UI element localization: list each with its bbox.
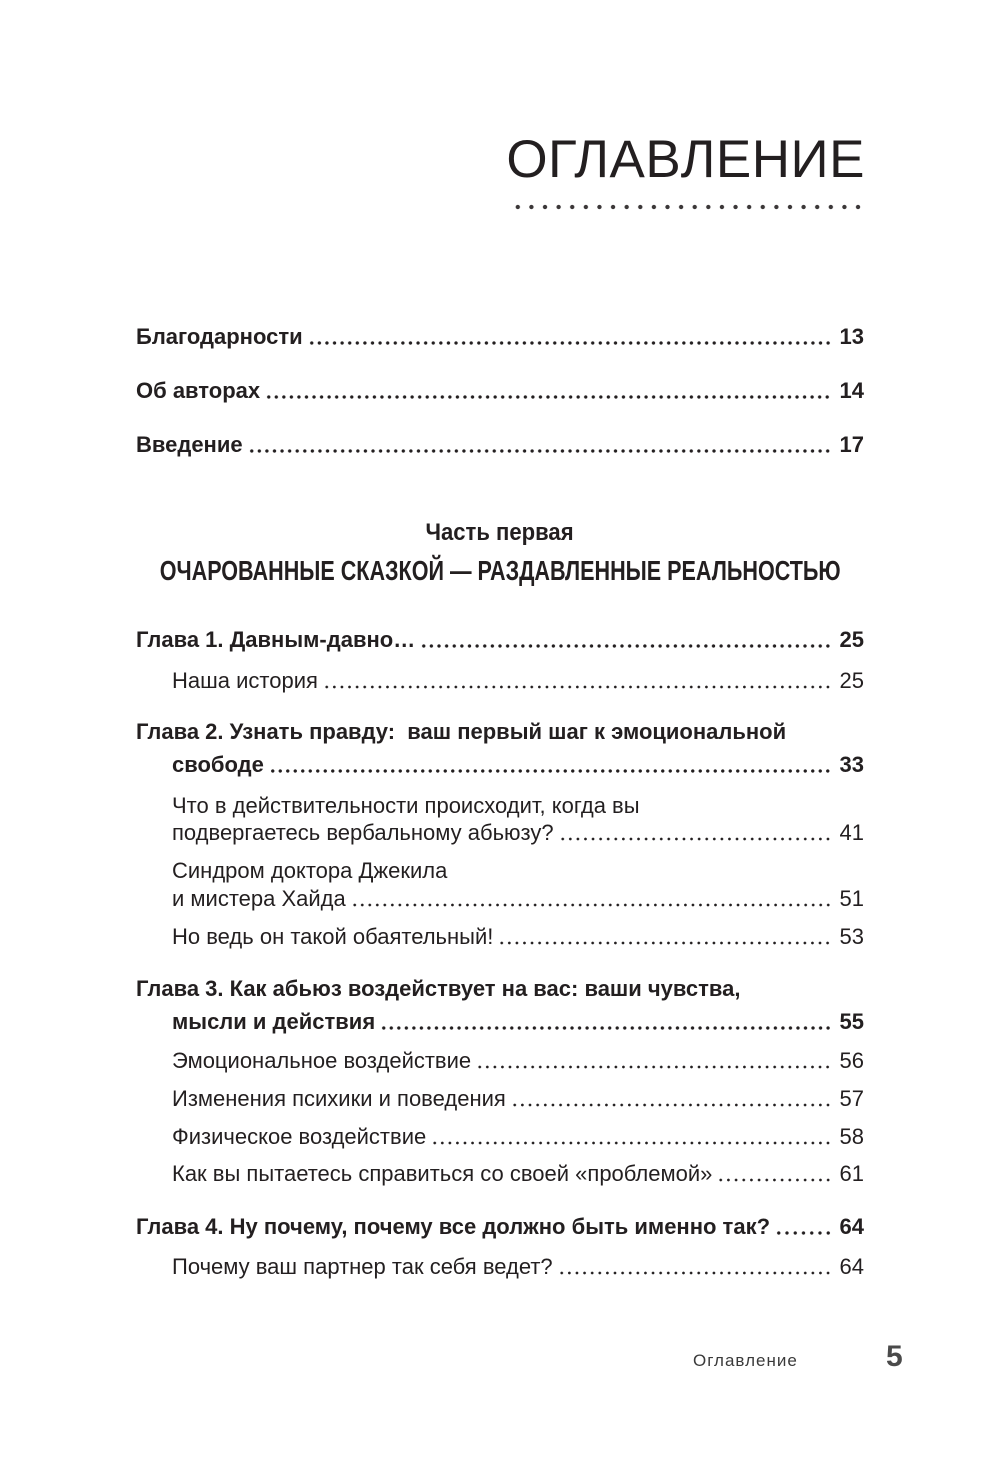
page-number: 25 bbox=[839, 668, 864, 693]
part-label-text: Часть первая bbox=[425, 519, 575, 546]
entry-label: Почему ваш партнер так себя ведет? bbox=[172, 1254, 553, 1279]
chapter-2-section-1-line-1 bbox=[172, 792, 864, 820]
chapter-4-heading bbox=[136, 1213, 864, 1241]
page-number: 56 bbox=[839, 1048, 864, 1073]
chapter-2-section-2-line-1 bbox=[172, 857, 864, 885]
page-number: 33 bbox=[839, 752, 864, 777]
entry-label: Эмоциональное воздействие bbox=[172, 1048, 472, 1073]
page-number: 14 bbox=[839, 378, 864, 403]
entry-label: Введение bbox=[136, 432, 243, 457]
page-number: 64 bbox=[839, 1254, 864, 1279]
chapter-2-section-1-line-2 bbox=[172, 819, 864, 847]
page-title: ОГЛАВЛЕНИЕ bbox=[506, 130, 865, 189]
dot-leader bbox=[431, 1141, 831, 1145]
chapter-2-section-3 bbox=[172, 923, 864, 951]
page-number: 41 bbox=[839, 820, 864, 845]
entry-label: Глава 3. Как абьюз воздействует на вас: ваши чувства, bbox=[136, 976, 741, 1001]
entry-label: и мистера Хайда bbox=[172, 886, 346, 911]
entry-label: Глава 2. Узнать правду: ваш первый шаг к эмоциональной bbox=[136, 719, 787, 744]
entry-label: Глава 1. Давным-давно… bbox=[136, 627, 416, 652]
entry-label: Наша история bbox=[172, 668, 318, 693]
dot-leader bbox=[775, 1231, 832, 1235]
part-label bbox=[0, 518, 1000, 548]
page-number: 25 bbox=[839, 627, 864, 652]
entry-label: мысли и действия bbox=[172, 1009, 376, 1034]
entry-label: Как вы пытаетесь справиться со своей «проблемой» bbox=[172, 1161, 713, 1186]
chapter-3-heading-line-1 bbox=[136, 975, 864, 1003]
dot-leader bbox=[558, 1271, 832, 1275]
toc-entry-introduction bbox=[136, 431, 864, 459]
part-title bbox=[0, 554, 1000, 588]
dot-leader bbox=[559, 837, 832, 841]
entry-label: Физическое воздействие bbox=[172, 1124, 427, 1149]
chapter-2-heading-line-1 bbox=[136, 718, 864, 746]
page-number: 58 bbox=[839, 1124, 864, 1149]
chapter-3-section-3 bbox=[172, 1123, 864, 1151]
page-number: 51 bbox=[839, 886, 864, 911]
chapter-3-heading-line-2 bbox=[172, 1008, 864, 1036]
page-number: 55 bbox=[839, 1009, 864, 1034]
running-title: Оглавление bbox=[693, 1351, 798, 1370]
dot-leader bbox=[269, 769, 832, 773]
chapter-1-section-1 bbox=[172, 667, 864, 695]
dot-leader bbox=[717, 1178, 831, 1182]
toc-entry-about-authors bbox=[136, 377, 864, 405]
chapter-1-heading bbox=[136, 626, 864, 654]
page-number: 57 bbox=[839, 1086, 864, 1111]
entry-label: Но ведь он такой обаятельный! bbox=[172, 924, 494, 949]
dot-leader bbox=[380, 1026, 831, 1030]
chapter-3-section-1 bbox=[172, 1047, 864, 1075]
entry-label: Изменения психики и поведения bbox=[172, 1086, 506, 1111]
dot-leader bbox=[351, 903, 832, 907]
folio-page-number: 5 bbox=[886, 1340, 903, 1373]
entry-label: Что в действительности происходит, когда вы bbox=[172, 793, 640, 818]
dot-leader bbox=[511, 1103, 832, 1107]
dot-leader bbox=[498, 941, 831, 945]
page-number: 13 bbox=[839, 324, 864, 349]
dot-leader bbox=[323, 685, 832, 689]
chapter-2-heading-line-2 bbox=[172, 751, 864, 779]
entry-label: подвергаетесь вербальному абьюзу? bbox=[172, 820, 554, 845]
entry-label: Синдром доктора Джекила bbox=[172, 858, 448, 883]
chapter-4-section-1 bbox=[172, 1253, 864, 1281]
chapter-3-section-4 bbox=[172, 1160, 864, 1188]
dot-leader bbox=[248, 449, 832, 453]
entry-label: Благодарности bbox=[136, 324, 303, 349]
title-dotted-rule bbox=[511, 203, 865, 211]
page-number: 64 bbox=[839, 1214, 864, 1239]
chapter-3-section-2 bbox=[172, 1085, 864, 1113]
entry-label: Глава 4. Ну почему, почему все должно быть именно так? bbox=[136, 1214, 771, 1239]
page-number: 61 bbox=[839, 1161, 864, 1186]
page-number: 17 bbox=[839, 432, 864, 457]
dot-leader bbox=[308, 341, 832, 345]
part-title-text: ОЧАРОВАННЫЕ СКАЗКОЙ — РАЗДАВЛЕННЫЕ РЕАЛЬНОСТЬЮ bbox=[159, 555, 841, 586]
chapter-2-section-2-line-2 bbox=[172, 885, 864, 913]
dot-leader bbox=[420, 644, 831, 648]
entry-label: свободе bbox=[172, 752, 264, 777]
toc-entry-acknowledgements bbox=[136, 323, 864, 351]
dot-leader bbox=[265, 395, 831, 399]
entry-label: Об авторах bbox=[136, 378, 261, 403]
dot-leader bbox=[476, 1065, 831, 1069]
page-number: 53 bbox=[839, 924, 864, 949]
